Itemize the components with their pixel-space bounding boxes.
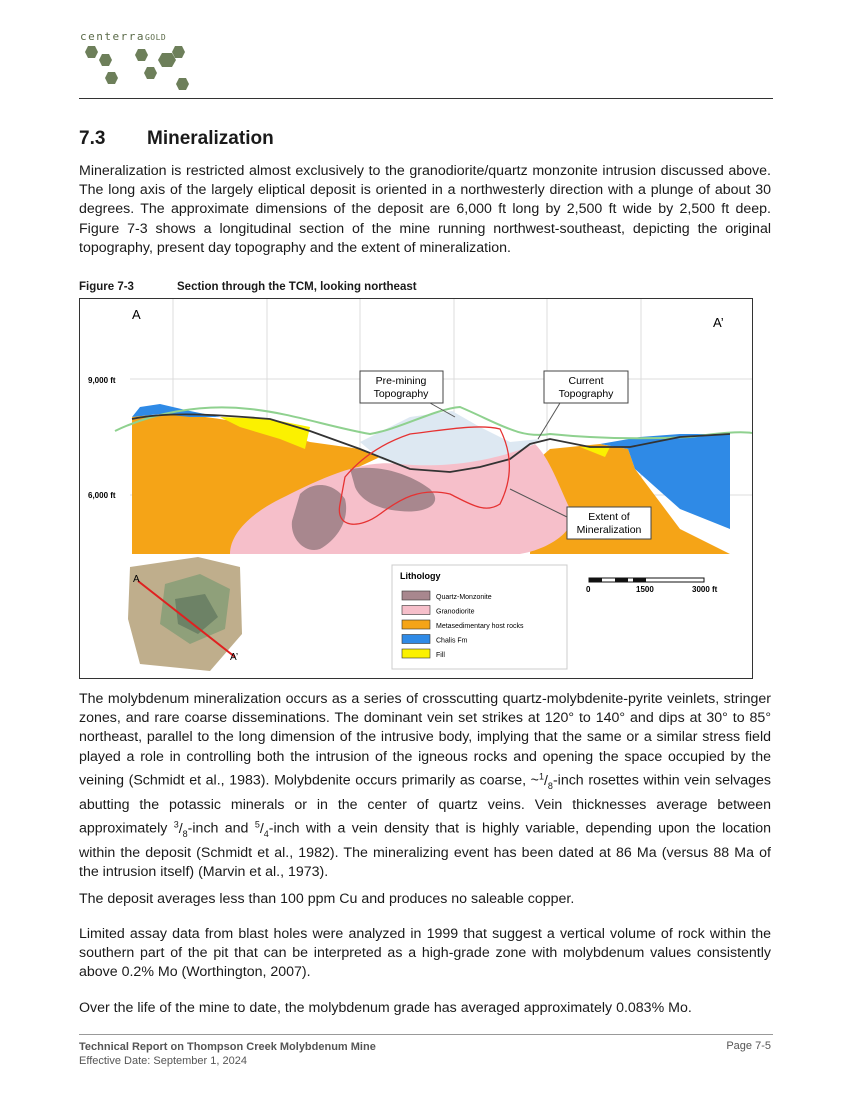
inset-label-a: A bbox=[133, 574, 140, 585]
callout-premining bbox=[360, 371, 455, 417]
legend-label: Fill bbox=[436, 652, 445, 659]
legend-swatch bbox=[402, 606, 430, 615]
svg-text:3000 ft: 3000 ft bbox=[692, 585, 718, 594]
inset-label-a-prime: A’ bbox=[230, 652, 239, 663]
inset-location-map bbox=[128, 557, 242, 671]
svg-text:Topography: Topography bbox=[558, 388, 614, 400]
callout-current bbox=[538, 371, 628, 439]
elevation-label-9000: 9,000 ft bbox=[88, 376, 116, 385]
section-number: 7.3 bbox=[79, 128, 106, 149]
footer-rule bbox=[79, 1034, 773, 1035]
paragraph-grade: Over the life of the mine to date, the molybdenum grade has averaged approximately 0.083% Mo. bbox=[79, 1000, 692, 1016]
section-end-label-left: A bbox=[132, 307, 141, 322]
header-rule bbox=[79, 98, 773, 99]
scale-bar bbox=[586, 578, 718, 594]
svg-text:1500: 1500 bbox=[636, 585, 654, 594]
svg-text:Extent of: Extent of bbox=[588, 511, 630, 523]
svg-text:Current: Current bbox=[568, 375, 604, 387]
footer-page-number: Page 7-5 bbox=[726, 1040, 771, 1052]
figure-section bbox=[79, 298, 753, 679]
legend-swatch bbox=[402, 591, 430, 600]
section-title: Mineralization bbox=[147, 128, 274, 149]
legend-label: Metasedimentary host rocks bbox=[436, 623, 524, 630]
cross-section-diagram bbox=[80, 299, 752, 678]
company-logo-text: centerraGOLD bbox=[80, 30, 167, 43]
section-heading bbox=[79, 128, 274, 150]
paragraph-copper: The deposit averages less than 100 ppm Cu and produces no saleable copper. bbox=[79, 891, 575, 907]
paragraph-assay: Limited assay data from blast holes were analyzed in 1999 that suggest a vertical volume of rock within the southern part of the pit that can be interpreted as a high-grade zone with molybdenum values consistently above 0.2% Mo (Worthington, 2007). bbox=[79, 926, 771, 981]
svg-text:Topography: Topography bbox=[373, 388, 429, 400]
paragraph-veining: The molybdenum mineralization occurs as a series of crosscutting quartz-molybdenite-pyrite veinlets, stringer zones, and rare coarse disseminations. The dominant vein set strikes at 120° to 140° and dips at 30° to 85° northeast, parallel to the long dimension of the intrusive body, implying that the same or a similar stress field played a role in controlling both the intrusion of the igneous rocks and opening the space occupied by the veining (Schmidt et al., 1983). Molybdenite occurs primarily as coarse, $\sim^1/_8$-inch rosettes within vein selvages abutting the potassic minerals or in the center of quartz veins. Vein thicknesses average between approximately $^3/_8$-inch and $^5/_4$-inch with a vein density that is highly variable, depending upon the location within the deposit (Schmidt et al., 1982). The mineralizing event has been dated at 86 Ma (versus 88 Ma of the intrusion itself) (Marvin et al., 1973). bbox=[79, 691, 772, 880]
svg-text:0: 0 bbox=[586, 585, 591, 594]
elevation-label-6000: 6,000 ft bbox=[88, 491, 116, 500]
legend-label: Granodiorite bbox=[436, 608, 475, 616]
svg-text:Mineralization: Mineralization bbox=[576, 524, 642, 536]
paragraph-intro: Mineralization is restricted almost exclusively to the granodiorite/quartz monzonite intrusion discussed above. The long axis of the largely eliptical deposit is oriented in a northwesterly direction with a plunge of about 30 degrees. The approximate dimensions of the deposit are 6,000 ft long by 2,500 ft wide by 2,500 ft deep. Figure 7-3 shows a longitudinal section of the mine running northwest-southeast, depicting the original topography, present day topography and the extent of mineralization. bbox=[79, 163, 771, 256]
legend-label: Quartz-Monzonite bbox=[436, 594, 492, 601]
legend-label: Chalis Fm bbox=[436, 637, 468, 645]
svg-text:Pre-mining: Pre-mining bbox=[375, 375, 427, 387]
footer-report-info bbox=[79, 1040, 376, 1068]
footer-effective-date: Effective Date: September 1, 2024 bbox=[79, 1055, 247, 1067]
section-end-label-right: A’ bbox=[713, 315, 724, 330]
legend-swatch bbox=[402, 635, 430, 644]
footer-report-title: Technical Report on Thompson Creek Molybdenum Mine bbox=[79, 1041, 376, 1053]
legend-title: Lithology bbox=[400, 571, 441, 581]
company-logo-hexagons bbox=[80, 44, 195, 94]
lithology-legend bbox=[392, 565, 567, 669]
figure-caption: Figure 7-3 Section through the TCM, looking northeast bbox=[79, 281, 417, 293]
legend-swatch bbox=[402, 620, 430, 629]
legend-swatch bbox=[402, 649, 430, 658]
